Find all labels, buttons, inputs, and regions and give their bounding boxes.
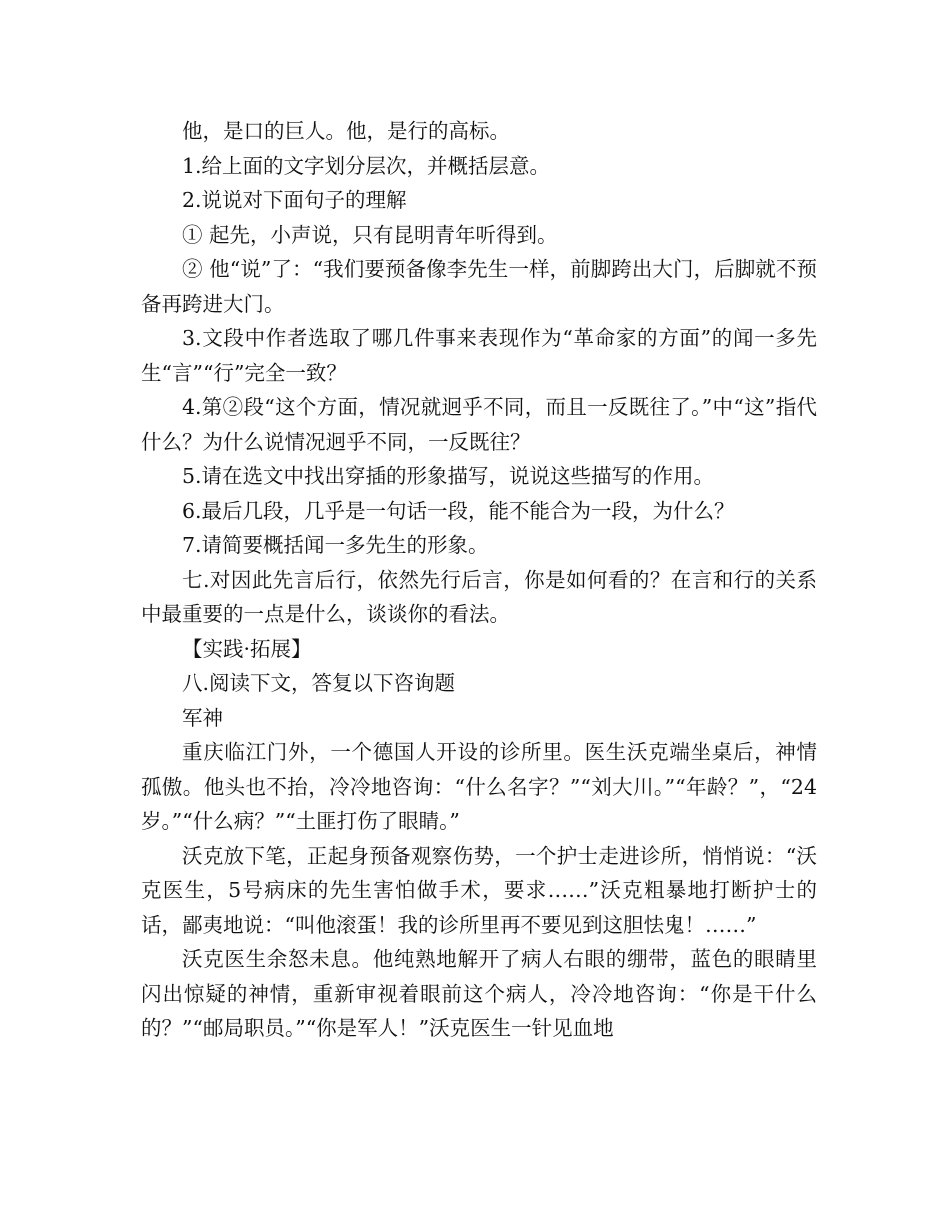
question-5: 5.请在选文中找出穿插的形象描写，说说这些描写的作用。 — [182, 464, 715, 488]
paragraph: 他，是口的巨人。他，是行的高标。 — [182, 119, 510, 143]
story-paragraph: 沃克放下笔，正起身预备观察伤势，一个护士走进诊所，悄悄说：“沃克医生，5号病床的先生害怕做手术，要求……”沃克粗暴地打断护士的话，鄙夷地说：“叫他滚蛋！我的诊所里再不要见到这胆怯鬼！……” — [141, 843, 817, 937]
question-7: 7.请简要概括闻一多先生的形象。 — [182, 533, 489, 557]
sentence-2: ② 他“说”了：“我们要预备像李先生一样，前脚跨出大门，后脚就不预备再跨进大门。 — [141, 257, 817, 316]
story-paragraph: 重庆临江门外，一个德国人开设的诊所里。医生沃克端坐桌后，神情孤傲。他头也不抬，冷冷地咨询：“什么名字？”“刘大川。”“年龄？”，“24岁。”“什么病？”“土匪打伤了眼睛。” — [141, 740, 817, 833]
question-3: 3.文段中作者选取了哪几件事来表现作为“革命家的方面”的闻一多先生“言”“行”完全一致？ — [141, 326, 817, 385]
question-eight: 八.阅读下文，答复以下咨询题 — [182, 671, 456, 695]
question-seven: 七.对因此先言后行，依然先行后言，你是如何看的？在言和行的关系中最重要的一点是什么，谈谈你的看法。 — [141, 567, 817, 626]
question-1: 1.给上面的文字划分层次，并概括层意。 — [182, 153, 551, 178]
section-heading: 【实践·拓展】 — [182, 636, 312, 661]
story-paragraph: 沃克医生余怒未息。他纯熟地解开了病人右眼的绷带，蓝色的眼睛里闪出惊疑的神情，重新审视着眼前这个病人，冷冷地咨询：“你是干什么的？”“邮局职员。”“你是军人！”沃克医生一针见血地 — [141, 947, 817, 1040]
question-4: 4.第②段“这个方面，情况就迥乎不同，而且一反既往了。”中“这”指代什么？为什么说情况迥乎不同，一反既往？ — [141, 395, 817, 454]
story-title: 军神 — [182, 705, 223, 730]
sentence-1: ① 起先，小声说，只有昆明青年听得到。 — [182, 222, 558, 247]
question-6: 6.最后几段，几乎是一句话一段，能不能合为一段，为什么？ — [182, 498, 735, 523]
document-body — [141, 114, 817, 1046]
question-2: 2.说说对下面句子的理解 — [182, 188, 407, 212]
